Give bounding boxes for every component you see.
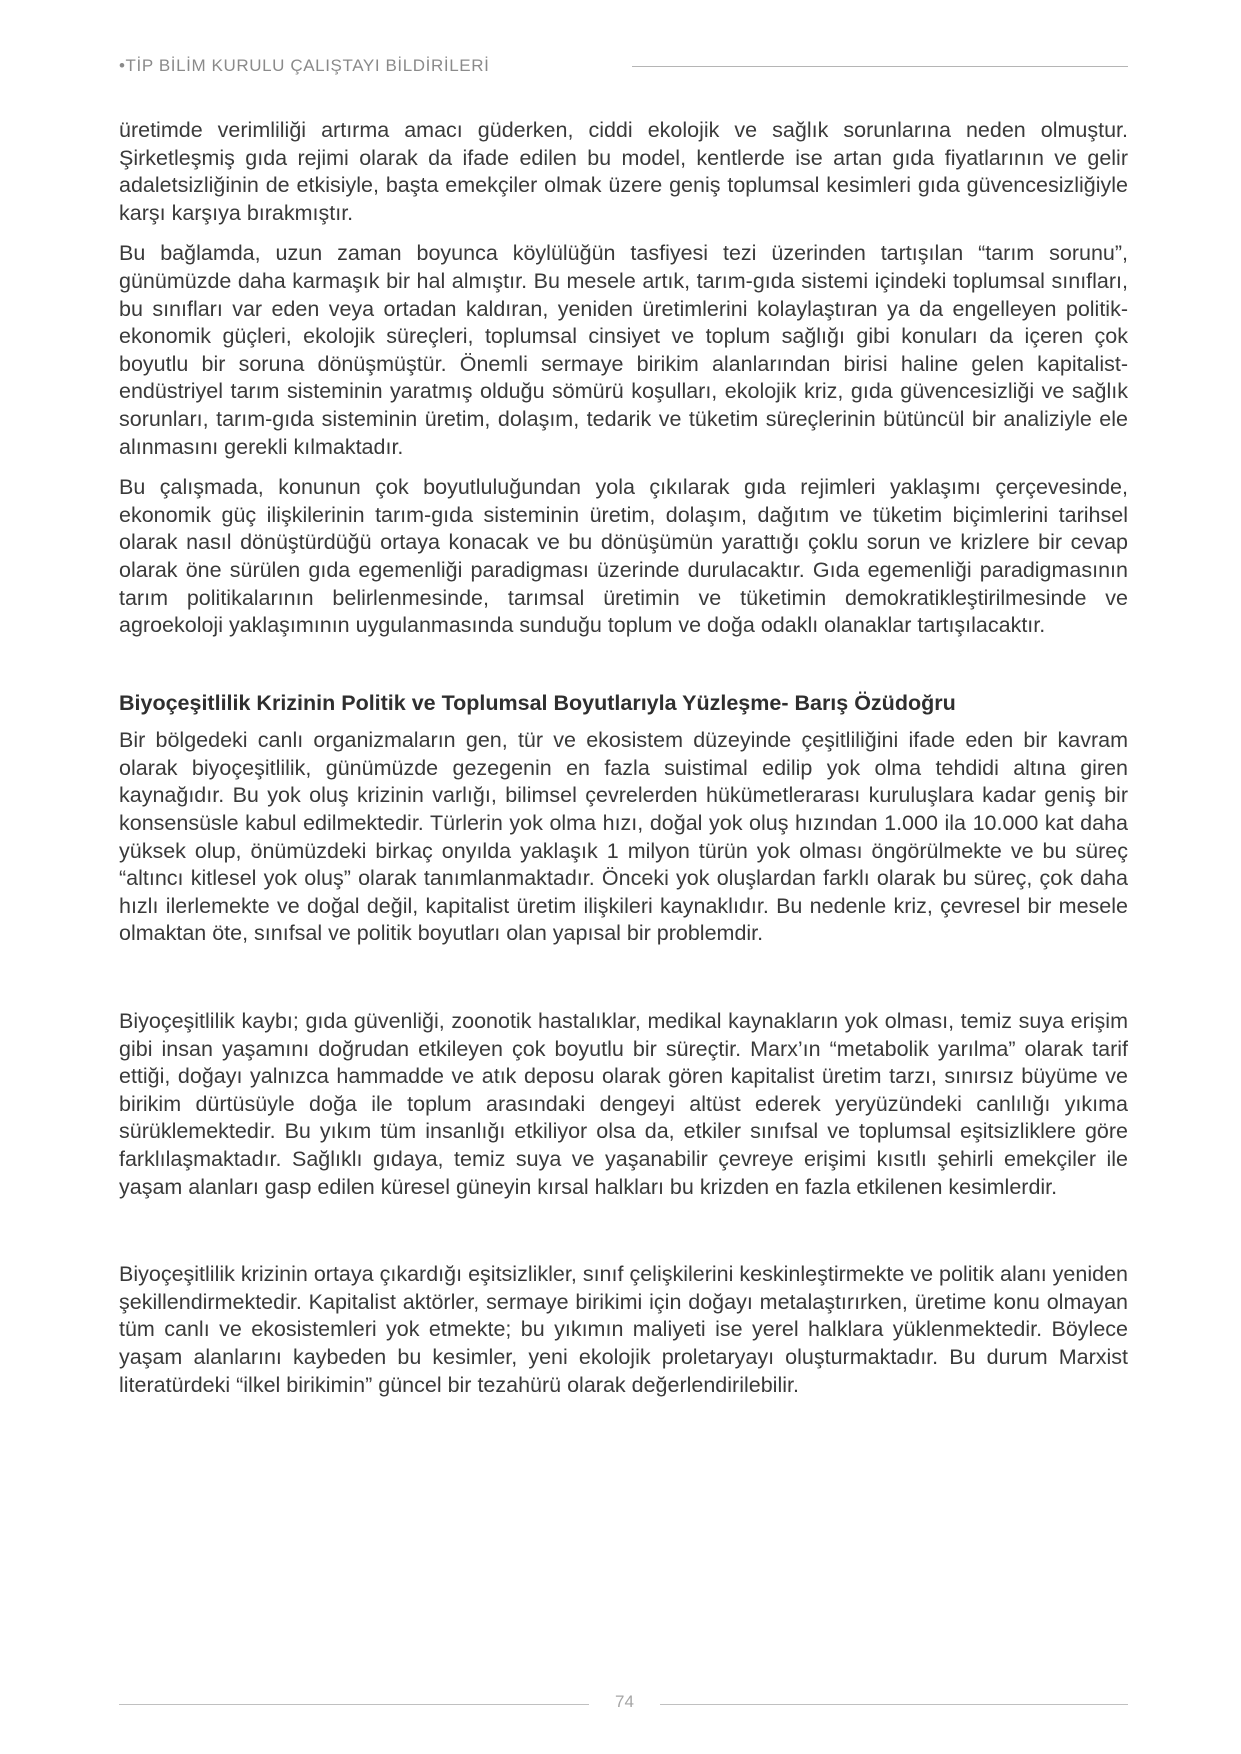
body-paragraph: Bu çalışmada, konunun çok boyutluluğundan yola çıkılarak gıda rejimleri yaklaşımı çerçevesinde, ekonomik güç ilişkilerinin tarım-gıda sisteminin üretim, dolaşım, dağıtım ve tüketim biçimlerini tarihsel olarak nasıl dönüştürdüğü ortaya konacak ve bu dönüşümün yarattığı çoklu sorun ve krizlere bir cevap olarak öne sürülen gıda egemenliği paradigması üzerinde durulacaktır. Gıda egemenliği paradigmasının tarım politikalarının belirlenmesinde, tarımsal üretimin ve tüketimin demokratikleştirilmesinde ve agroekoloji yaklaşımının uygulanmasında sunduğu toplum ve doğa odaklı olanaklar tartışılacaktır. — [119, 475, 1128, 638]
section-heading: Biyoçeşitlilik Krizinin Politik ve Toplumsal Boyutlarıyla Yüzleşme- Barış Özüdoğru — [119, 690, 956, 715]
body-paragraph: üretimde verimliliği artırma amacı güderken, ciddi ekolojik ve sağlık sorunlarına neden olmuştur. Şirketleşmiş gıda rejimi olarak da ifade edilen bu model, kentlerde ise artan gıda fiyatlarının ve gelir adaletsizliğinin de etkisiyle, başta emekçiler olmak üzere geniş toplumsal kesimleri gıda güvencesizliğiyle karşı karşıya bırakmıştır. — [119, 118, 1128, 225]
page-number: 74 — [615, 1692, 634, 1711]
section-paragraph: Biyoçeşitlilik krizinin ortaya çıkardığı eşitsizlikler, sınıf çelişkilerini keskinleştirmekte ve politik alanı yeniden şekillendirmektedir. Kapitalist aktörler, sermaye birikimi için doğayı metalaştırırken, üretime konu olmayan tüm canlı ve ekosistemleri yok etmekte; bu yıkımın maliyeti ise yerel halklara yüklenmektedir. Böylece yaşam alanlarını kaybeden bu kesimler, yeni ekolojik proletaryayı oluşturmaktadır. Bu durum Marxist literatürdeki “ilkel birikimin” güncel bir tezahürü olarak değerlendirilebilir. — [119, 1262, 1128, 1397]
body-paragraph: Bu bağlamda, uzun zaman boyunca köylülüğün tasfiyesi tezi üzerinden tartışılan “tarım sorunu”, günümüzde daha karmaşık bir hal almıştır. Bu mesele artık, tarım-gıda sistemi içindeki toplumsal sınıfları, bu sınıfları var eden veya ortadan kaldıran, yeniden üretimlerini kolaylaştıran ya da engelleyen politik-ekonomik güçleri, ekolojik süreçleri, toplumsal cinsiyet ve toplum sağlığı gibi konuları da içeren çok boyutlu bir soruna dönüşmüştür. Önemli sermaye birikim alanlarından birisi haline gelen kapitalist-endüstriyel tarım sisteminin yaratmış olduğu sömürü koşulları, ekolojik kriz, gıda güvencesizliği ve sağlık sorunları, tarım-gıda sisteminin üretim, dolaşım, tedarik ve tüketim süreçlerinin bütüncül bir analiziyle ele alınmasını gerekli kılmaktadır. — [119, 241, 1128, 459]
section-paragraph: Biyoçeşitlilik kaybı; gıda güvenliği, zoonotik hastalıklar, medikal kaynakların yok olması, temiz suya erişim gibi insan yaşamını doğrudan etkileyen çok boyutlu bir süreçtir. Marx’ın “metabolik yarılma” olarak tarif ettiği, doğayı yalnızca hammadde ve atık deposu olarak gören kapitalist üretim tarzı, sınırsız büyüme ve birikim dürtüsüyle doğa ile toplum arasındaki dengeyi altüst ederek yeryüzündeki canlılığı yıkıma sürüklemektedir. Bu yıkım tüm insanlığı etkiliyor olsa da, etkiler sınıfsal ve toplumsal eşitsizliklere göre farklılaşmaktadır. Sağlıklı gıdaya, temiz suya ve yaşanabilir çevreye erişimi kısıtlı şehirli emekçiler ile yaşam alanları gasp edilen küresel güneyin kırsal halkları bu krizden en fazla etkilenen kesimlerdir. — [119, 1009, 1128, 1199]
header-divider — [632, 66, 1128, 67]
footer-divider-right — [660, 1704, 1128, 1705]
running-header-title: •TİP BİLİM KURULU ÇALIŞTAYI BİLDİRİLERİ — [119, 56, 490, 75]
section-paragraph: Bir bölgedeki canlı organizmaların gen, tür ve ekosistem düzeyinde çeşitliliğini ifade eden bir kavram olarak biyoçeşitlilik, günümüzde gezegenin en fazla suistimal edilip yok olma tehdidi altına giren kaynağıdır. Bu yok oluş krizinin varlığı, bilimsel çevrelerden hükümetlerarası kuruluşlara kadar geniş bir konsensüsle kabul edilmektedir. Türlerin yok olma hızı, doğal yok oluş hızından 1.000 ila 10.000 kat daha yüksek olup, önümüzdeki birkaç onyılda yaklaşık 1 milyon türün yok olması öngörülmekte ve bu süreç “altıncı kitlesel yok oluş” olarak tanımlanmaktadır. Önceki yok oluşlardan farklı olarak bu süreç, çok daha hızlı ilerlemekte ve doğal değil, kapitalist üretim ilişkileri kaynaklıdır. Bu nedenle kriz, çevresel bir mesele olmaktan öte, sınıfsal ve politik boyutları olan yapısal bir problemdir. — [119, 728, 1128, 946]
page-body — [119, 117, 1128, 1399]
footer-divider-left — [119, 1704, 589, 1705]
running-header — [119, 52, 1128, 82]
page-footer — [119, 1692, 1128, 1716]
